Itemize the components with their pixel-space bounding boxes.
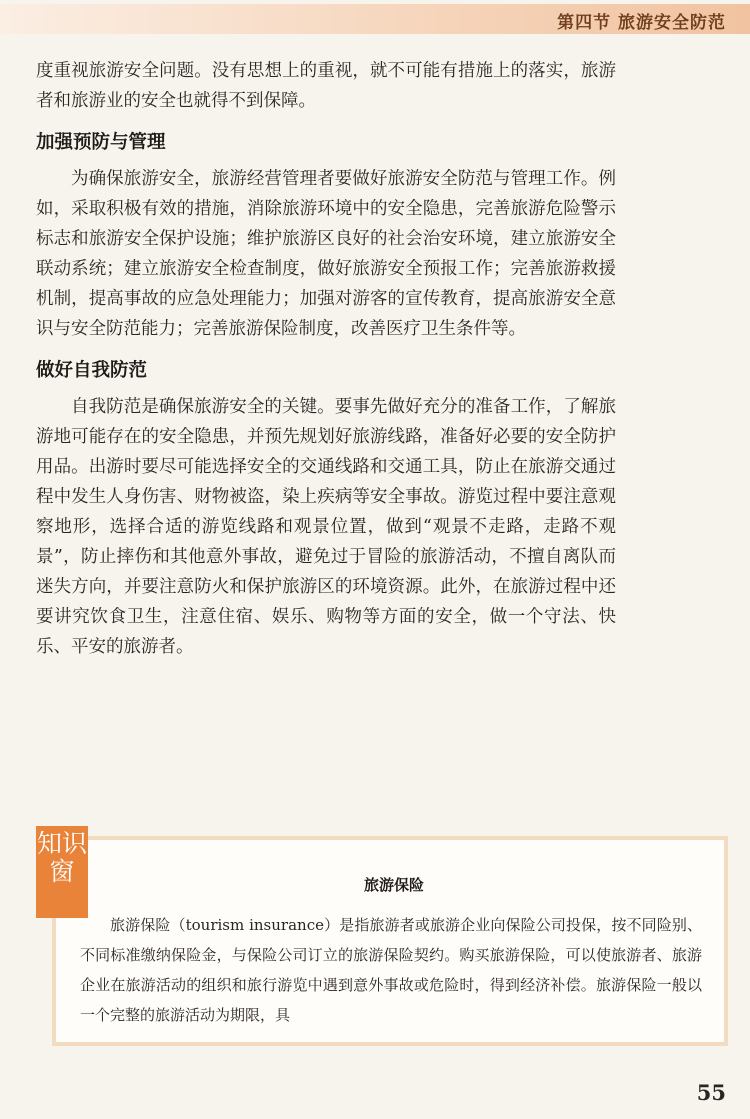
main-content xyxy=(36,56,616,662)
intro-paragraph: 度重视旅游安全问题。没有思想上的重视，就不可能有措施上的落实，旅游者和旅游业的安全也就得不到保障。 xyxy=(36,61,616,111)
knowledge-window-box xyxy=(52,836,728,1046)
page-header xyxy=(0,0,750,44)
section-paragraph-prevention: 为确保旅游安全，旅游经营管理者要做好旅游安全防范与管理工作。例如，采取积极有效的措施，消除旅游环境中的安全隐患，完善旅游危险警示标志和旅游安全保护设施；维护旅游区良好的社会治安环境，建立旅游安全联动系统；建立旅游安全检查制度，做好旅游安全预报工作；完善旅游救援机制，提高事故的应急处理能力；加强对游客的宣传教育，提高旅游安全意识与安全防范能力；完善旅游保险制度，改善医疗卫生条件等。 xyxy=(36,169,616,339)
knowledge-window-title: 旅游保险 xyxy=(363,876,424,894)
knowledge-window-text: 旅游保险（tourism insurance）是指旅游者或旅游企业向保险公司投保，按不同险别、不同标准缴纳保险金，与保险公司订立的旅游保险契约。购买旅游保险，可以使旅游者、旅游企业在旅游活动的组织和旅行游览中遇到意外事故或危险时，得到经济补偿。旅游保险一般以一个完整的旅游活动为期限，具 xyxy=(80,916,702,1024)
section-paragraph-self-protection: 自我防范是确保旅游安全的关键。要事先做好充分的准备工作，了解旅游地可能存在的安全隐患，并预先规划好旅游线路，准备好必要的安全防护用品。出游时要尽可能选择安全的交通线路和交通工具，防止在旅游交通过程中发生人身伤害、财物被盗，染上疾病等安全事故。游览过程中要注意观察地形，选择合适的游览线路和观景位置，做到“观景不走路，走路不观景”，防止摔伤和其他意外事故，避免过于冒险的旅游活动，不擅自离队而迷失方向，并要注意防火和保护旅游区的环境资源。此外，在旅游过程中还要讲究饮食卫生，注意住宿、娱乐、购物等方面的安全，做一个守法、快乐、平安的旅游者。 xyxy=(36,397,616,657)
page-number: 55 xyxy=(696,1080,726,1105)
knowledge-window-tag: 知识窗 xyxy=(36,826,88,918)
section-heading-prevention: 加强预防与管理 xyxy=(36,132,166,153)
chapter-section-title: 第四节 旅游安全防范 xyxy=(557,13,726,33)
section-heading-self-protection: 做好自我防范 xyxy=(36,360,148,381)
